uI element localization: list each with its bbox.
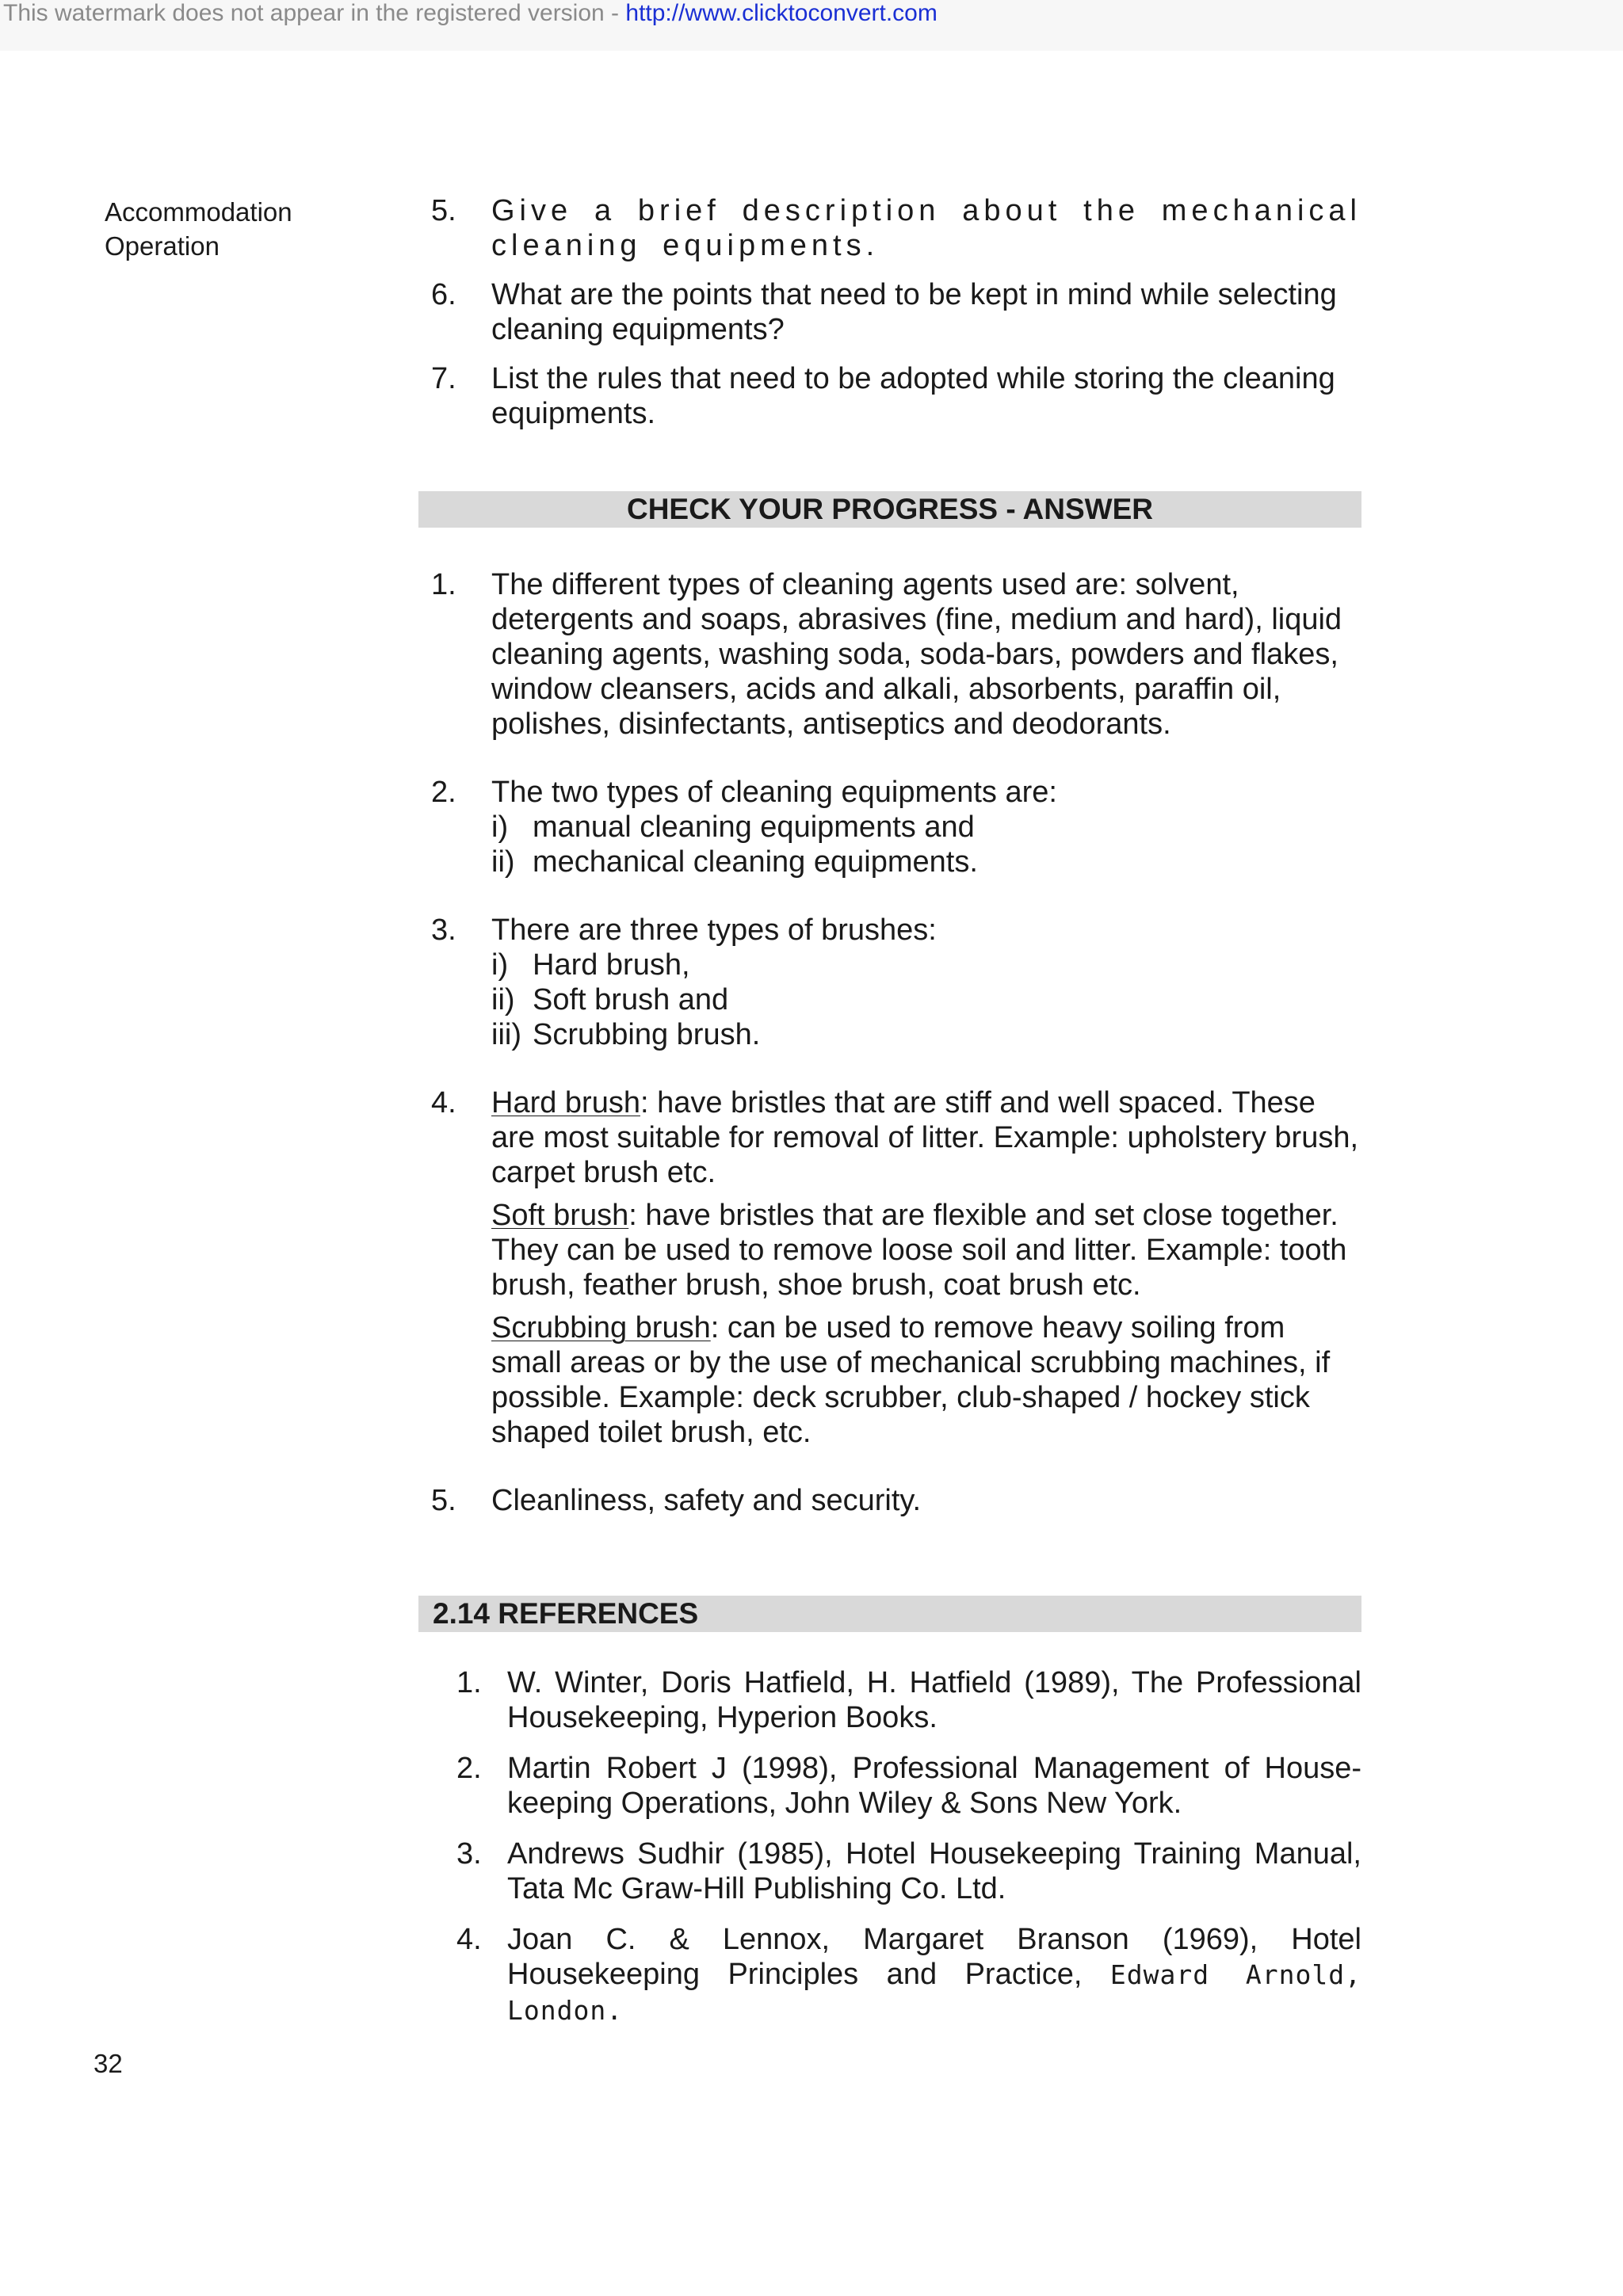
scrubbing-brush-term: Scrubbing brush <box>491 1311 711 1344</box>
sub-item-text: Scrubbing brush. <box>533 1018 761 1051</box>
answer-number: 5. <box>431 1484 456 1517</box>
answer-number: 4. <box>431 1086 456 1119</box>
scrubbing-brush-text: : can be used to remove heavy soiling from small areas or by the use of mechanical scrubbing machines, if possible. Example: deck scrubber, club-shaped / hockey stick shaped toilet brush, etc. <box>491 1311 1331 1449</box>
reference-number: 4. <box>456 1923 482 1956</box>
watermark-link[interactable]: http://www.clicktoconvert.com <box>625 0 938 26</box>
reference-item <box>418 1665 1361 1735</box>
answer-item <box>418 775 1361 879</box>
answer-item <box>418 1085 1361 1450</box>
sub-item-number: ii) <box>491 845 515 879</box>
question-text: What are the points that need to be kept in mind while selecting cleaning equipments? <box>491 278 1337 346</box>
answer-text: The different types of cleaning agents used are: solvent, detergents and soaps, abrasives (fine, medium and hard), liquid cleaning agents, washing soda, soda-bars, powders and flakes, window cleansers, acids and alkali, absorbents, paraffin oil, polishes, disinfectants, antiseptics and deodorants. <box>491 568 1342 741</box>
sub-item-text: Soft brush and <box>533 983 729 1016</box>
answer-number: 3. <box>431 913 456 947</box>
reference-number: 2. <box>456 1752 482 1785</box>
answer-item <box>418 913 1361 1052</box>
sub-list-item <box>491 948 1361 982</box>
question-item <box>418 361 1361 431</box>
check-progress-heading: CHECK YOUR PROGRESS - ANSWER <box>418 491 1361 528</box>
question-number: 6. <box>431 278 456 311</box>
question-number: 5. <box>431 194 456 227</box>
watermark-banner <box>0 0 1623 51</box>
question-text: Give a brief description about the mechanical cleaning equipments. <box>491 194 1361 262</box>
references-heading: 2.14 REFERENCES <box>418 1596 1361 1632</box>
reference-list <box>418 1665 1361 2044</box>
reference-body: Joan C. & Lennox, Margaret Branson (1969), Hotel Housekeeping Principles and Practice, <box>507 1923 1361 1991</box>
question-item <box>418 277 1361 347</box>
soft-brush-text: : have bristles that are flexible and set close together. They can be used to remove loose soil and litter. Example: tooth brush, feather brush, shoe brush, coat brush etc. <box>491 1199 1347 1302</box>
question-list <box>418 193 1361 445</box>
running-header-line1: Accommodation <box>105 197 292 227</box>
reference-text <box>507 1922 1361 2028</box>
sub-item-number: iii) <box>491 1018 521 1051</box>
answer-item <box>418 567 1361 742</box>
hard-brush-term: Hard brush <box>491 1086 640 1119</box>
reference-item <box>418 1836 1361 1906</box>
sub-item-number: i) <box>491 948 509 982</box>
sub-list-item <box>491 1017 1361 1052</box>
sub-list-item <box>491 810 1361 845</box>
reference-text: Andrews Sudhir (1985), Hotel Housekeeping Training Manual, Tata Mc Graw-Hill Publishing Co. Ltd. <box>507 1837 1361 1905</box>
sub-item-text: manual cleaning equipments and <box>533 810 975 844</box>
sub-item-text: mechanical cleaning equipments. <box>533 845 978 879</box>
question-number: 7. <box>431 362 456 395</box>
page-number: 32 <box>94 2049 123 2078</box>
running-header-line2: Operation <box>105 231 220 261</box>
running-header <box>105 195 292 263</box>
hard-brush-paragraph <box>491 1085 1361 1190</box>
reference-item <box>418 1922 1361 2028</box>
scrubbing-brush-paragraph <box>491 1310 1361 1450</box>
soft-brush-term: Soft brush <box>491 1199 629 1232</box>
sub-item-number: ii) <box>491 983 515 1016</box>
watermark-text: This watermark does not appear in the registered version - <box>3 0 626 26</box>
sub-item-text: Hard brush, <box>533 948 690 982</box>
question-text: List the rules that need to be adopted while storing the cleaning equipments. <box>491 362 1335 430</box>
answer-text: The two types of cleaning equipments are: <box>491 776 1057 809</box>
sub-list-item <box>491 845 1361 879</box>
reference-text: W. Winter, Doris Hatfield, H. Hatfield (1989), The Professional Housekeeping, Hyperion Books. <box>507 1666 1361 1734</box>
reference-text: Martin Robert J (1998), Professional Management of House-keeping Operations, John Wiley & Sons New York. <box>507 1752 1361 1820</box>
reference-number: 3. <box>456 1837 482 1871</box>
question-item <box>418 193 1361 263</box>
reference-number: 1. <box>456 1666 482 1699</box>
reference-item <box>418 1751 1361 1821</box>
soft-brush-paragraph <box>491 1198 1361 1302</box>
answer-text: There are three types of brushes: <box>491 913 937 947</box>
answer-number: 2. <box>431 776 456 809</box>
sub-list-item <box>491 982 1361 1017</box>
reference-publisher: Edward Arnold, London. <box>507 1959 1361 2026</box>
answer-text: Cleanliness, safety and security. <box>491 1484 922 1517</box>
hard-brush-text: : have bristles that are stiff and well spaced. These are most suitable for removal of litter. Example: upholstery brush, carpet brush etc. <box>491 1086 1359 1189</box>
answer-list <box>418 567 1361 1551</box>
sub-item-number: i) <box>491 810 509 844</box>
answer-item <box>418 1483 1361 1518</box>
answer-number: 1. <box>431 568 456 601</box>
